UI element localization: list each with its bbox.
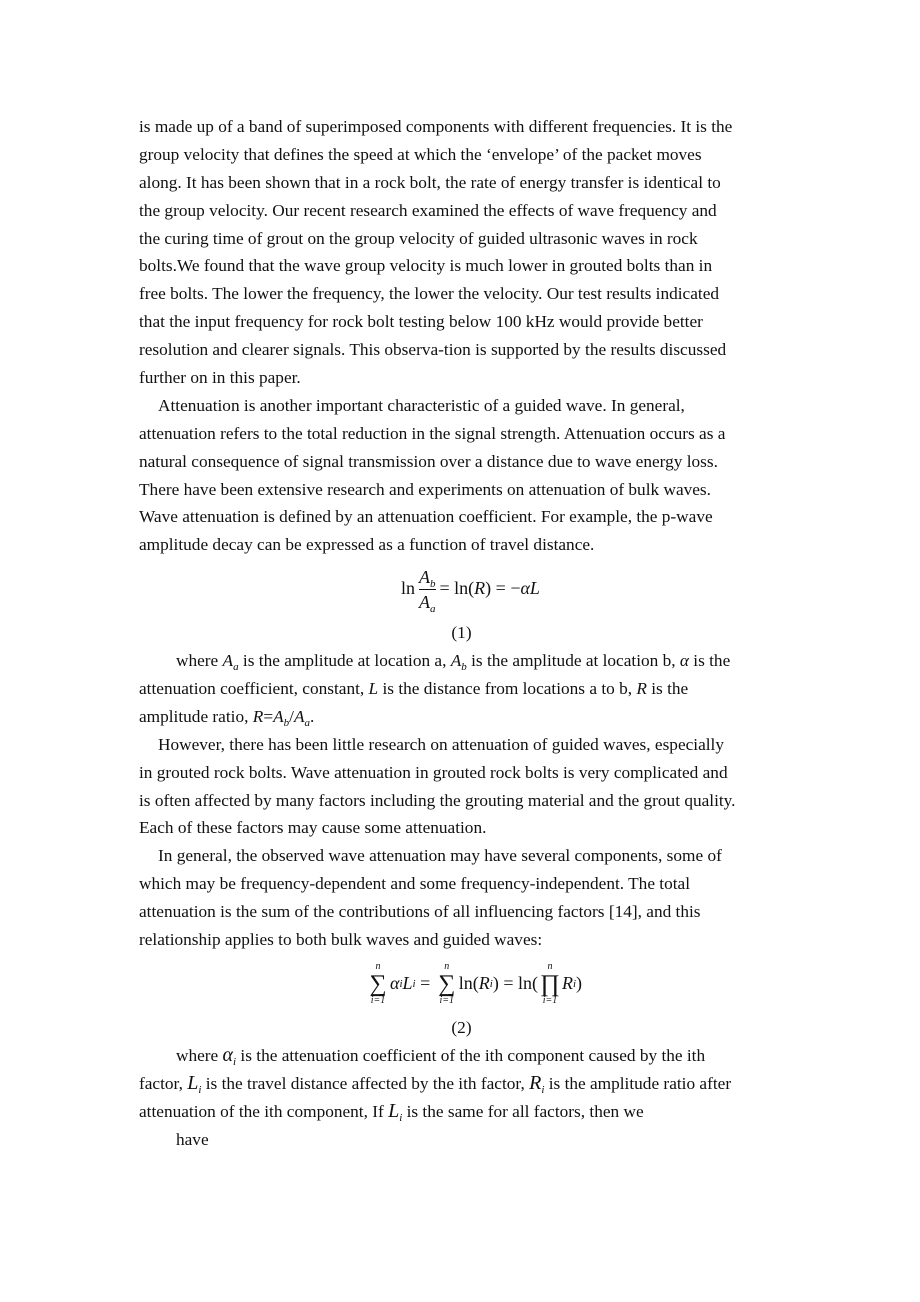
- product-operator: n ∏ i=1: [540, 960, 560, 1006]
- equation-1-number: (1): [451, 623, 472, 643]
- text-line: There have been extensive research and experiments on attenuation of bulk waves.: [139, 479, 711, 499]
- eq1-fraction: [419, 566, 436, 615]
- text-line: bolts.We found that the wave group velocity is much lower in grouted bolts than in: [139, 256, 713, 276]
- eq1-R: R: [474, 578, 486, 599]
- text-line: have: [176, 1129, 209, 1149]
- text-line: However, there has been little research on attenuation of guided waves, especially: [158, 734, 725, 754]
- eq1-rhs2: ) = −: [485, 578, 521, 599]
- text-line: relationship applies to both bulk waves and guided waves:: [139, 930, 543, 950]
- text-line: the curing time of grout on the group velocity of guided ultrasonic waves in rock: [139, 228, 698, 248]
- equation-2-number: (2): [451, 1017, 472, 1037]
- paragraph-attenuation: [139, 392, 784, 559]
- text-line: group velocity that defines the speed at which the ‘envelope’ of the packet moves: [139, 144, 702, 164]
- text-line: free bolts. The lower the frequency, the lower the velocity. Our test results indicated: [139, 284, 720, 304]
- text-line: is often affected by many factors including the grouting material and the grout quality.: [139, 790, 736, 810]
- eq1-den: A: [419, 591, 431, 612]
- paragraph-guided-waves: [139, 731, 784, 843]
- text-line: attenuation is the sum of the contributions of all influencing factors [14], and this: [139, 902, 701, 922]
- text-line: Each of these factors may cause some attenuation.: [139, 818, 487, 838]
- text-line: further on in this paper.: [139, 368, 301, 388]
- text-line: In general, the observed wave attenuation may have several components, some of: [158, 846, 722, 866]
- text-line: in grouted rock bolts. Wave attenuation in grouted rock bolts is very complicated and: [139, 762, 728, 782]
- text-line: Wave attenuation is defined by an attenuation coefficient. For example, the p-wave: [139, 507, 713, 527]
- eq1-ln: ln: [401, 578, 416, 599]
- text-line: where $A_a$ is the amplitude at location a, $A_b$ is the amplitude at location b, α is the: [176, 651, 731, 674]
- text-line: the group velocity. Our recent research examined the effects of wave frequency and: [139, 200, 717, 220]
- text-line: amplitude ratio, $R=A_b/A_a$.: [139, 706, 315, 729]
- eq1-num-sub: b: [430, 577, 436, 590]
- equation-2: n ∑ i=1 α i L i = n ∑ i=1 ln( R i ) = ln( n ∏ i=1 R i ): [369, 960, 583, 1006]
- eq1-den-sub: a: [430, 602, 436, 615]
- eq1-rhs: = ln(: [439, 578, 475, 599]
- eq1-num: A: [419, 566, 431, 587]
- text-line: where $\alpha_i$ is the attenuation coefficient of the ith component caused by the ith: [176, 1043, 706, 1068]
- text-line: amplitude decay can be expressed as a function of travel distance.: [139, 535, 595, 555]
- sum-operator: n ∑ i=1: [369, 960, 387, 1006]
- text-line: natural consequence of signal transmission over a distance due to wave energy loss.: [139, 451, 718, 471]
- sum-operator-2: n ∑ i=1: [438, 960, 456, 1006]
- text-line: resolution and clearer signals. This observa-tion is supported by the results discussed: [139, 340, 727, 360]
- equation-1: [139, 559, 784, 619]
- text-line: attenuation coefficient, constant, L is the distance from locations a to b, R is the: [139, 679, 689, 699]
- text-line: which may be frequency-dependent and some frequency-independent. The total: [139, 874, 691, 894]
- text-line: along. It has been shown that in a rock bolt, the rate of energy transfer is identical to: [139, 172, 721, 192]
- paragraph-group-velocity: [139, 113, 784, 392]
- eq1-alpha: α: [520, 578, 530, 599]
- text-line: factor, $L_i$ is the travel distance affected by the ith factor, $R_i$ is the amplitude ratio after: [139, 1071, 732, 1096]
- paper-page: [139, 113, 784, 1153]
- text-line: that the input frequency for rock bolt testing below 100 kHz would provide better: [139, 312, 703, 332]
- text-line: attenuation refers to the total reduction in the signal strength. Attenuation occurs as a: [139, 423, 726, 443]
- paragraph-where-2: [139, 1042, 784, 1154]
- paragraph-components: [139, 842, 784, 954]
- text-line: is made up of a band of superimposed components with different frequencies. It is the: [139, 117, 733, 136]
- text-line: attenuation of the ith component, If $L_i$ is the same for all factors, then we: [139, 1099, 644, 1124]
- text-line: Attenuation is another important characteristic of a guided wave. In general,: [158, 395, 685, 415]
- paragraph-where-1: [139, 647, 784, 731]
- eq1-L: L: [529, 578, 540, 599]
